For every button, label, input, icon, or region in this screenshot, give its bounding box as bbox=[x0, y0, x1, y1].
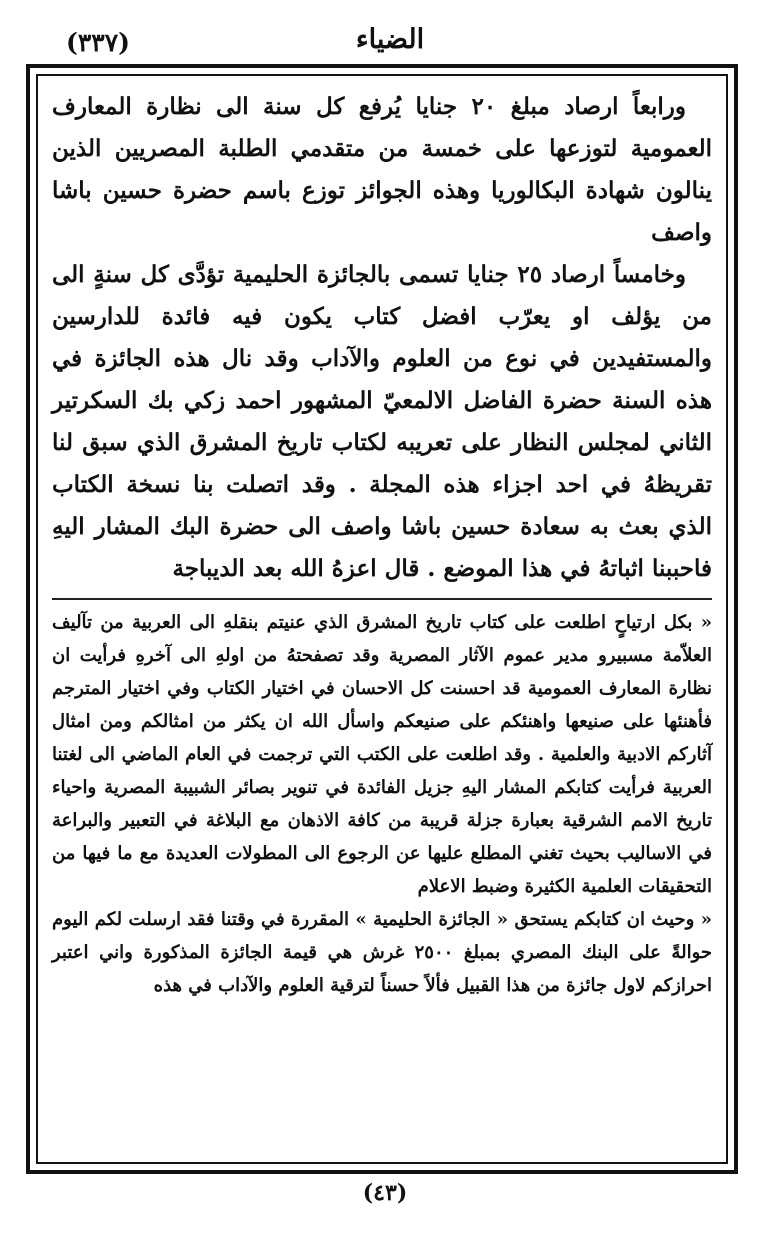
quoted-letter-section bbox=[52, 606, 712, 1002]
signature-number: (٤٣) bbox=[362, 1180, 408, 1206]
paragraph-fourth-item: ورابعاً ارصاد مبلغ ٢٠ جنايا يُرفع كل سنة الى نظارة المعارف العمومية لتوزعها على خمسة من متقدمي الطلبة المصريين الذين ينالون شهادة البكالوريا وهذه الجوائز توزع باسم حضرة حسين باشا واصف bbox=[52, 93, 712, 246]
page-number: (٣٣٧) bbox=[66, 28, 130, 57]
section-divider bbox=[52, 598, 712, 600]
letter-paragraph-1: « بكل ارتياحٍ اطلعت على كتاب تاريخ المشرق الذي عنيتم بنقلهِ الى العربية من تآليف العلاّمة مسبيرو مدير عموم الآثار المصرية وقد تصفحتهُ من اولهِ الى آخرهِ فرأيت ان نظارة المعارف العمومية قد احسنت كل الاحسان في اختيار الكتاب وفي اختيار المترجم فأهنئها على صنيعها واهنئكم على صنيعكم واسأل الله ان يكثر من امثالكم ومن امثال آثاركم الادبية والعلمية . وقد اطلعت على الكتب التي ترجمت في العام الماضي الى لغتنا العربية فرأيت كتابكم المشار اليهِ جزيل الفائدة في تنوير بصائر الشبيبة المصرية واحياء تاريخ الامم الشرقية بعبارة جزلة قريبة من كافة الاذهان مع البلاغة في التعبير والبراعة في الاساليب بحيث تغني المطلع عليها عن الرجوع الى المطولات العديدة مع ما فيها من التحقيقات العلمية الكثيرة وضبط الاعلام bbox=[52, 612, 712, 897]
journal-title: الضياء bbox=[355, 24, 425, 55]
main-text-section bbox=[52, 86, 712, 590]
article-body bbox=[52, 86, 712, 1002]
letter-paragraph-2: « وحيث ان كتابكم يستحق « الجائزة الحليمية » المقررة في وقتنا فقد ارسلت لكم اليوم حوالةً على البنك المصري بمبلغ ٢٥٠٠ غرش هي قيمة الجائزة المذكورة واني اعتبر احرازكم لاول جائزة من هذا القبيل فألاً حسناً لترقية العلوم والآداب في هذه bbox=[52, 909, 712, 996]
paragraph-fifth-item: وخامساً ارصاد ٢٥ جنايا تسمى بالجائزة الحليمية تؤدَّى كل سنةٍ الى من يؤلف او يعرّب افضل كتاب يكون فيه فائدة للدارسين والمستفيدين في نوع من العلوم والآداب وقد نال هذه الجائزة في هذه السنة حضرة الفاضل الالمعيّ المشهور احمد زكي بك السكرتير الثاني لمجلس النظار على تعريبه لكتاب تاريخ المشرق الذي سبق لنا تقريظهُ في احد اجزاء هذه المجلة . وقد اتصلت بنا نسخة الكتاب الذي بعث به سعادة حسين باشا واصف الى حضرة البك المشار اليهِ فاحببنا اثباتهُ في هذا الموضع . قال اعزهُ الله بعد الديباجة bbox=[52, 261, 712, 582]
